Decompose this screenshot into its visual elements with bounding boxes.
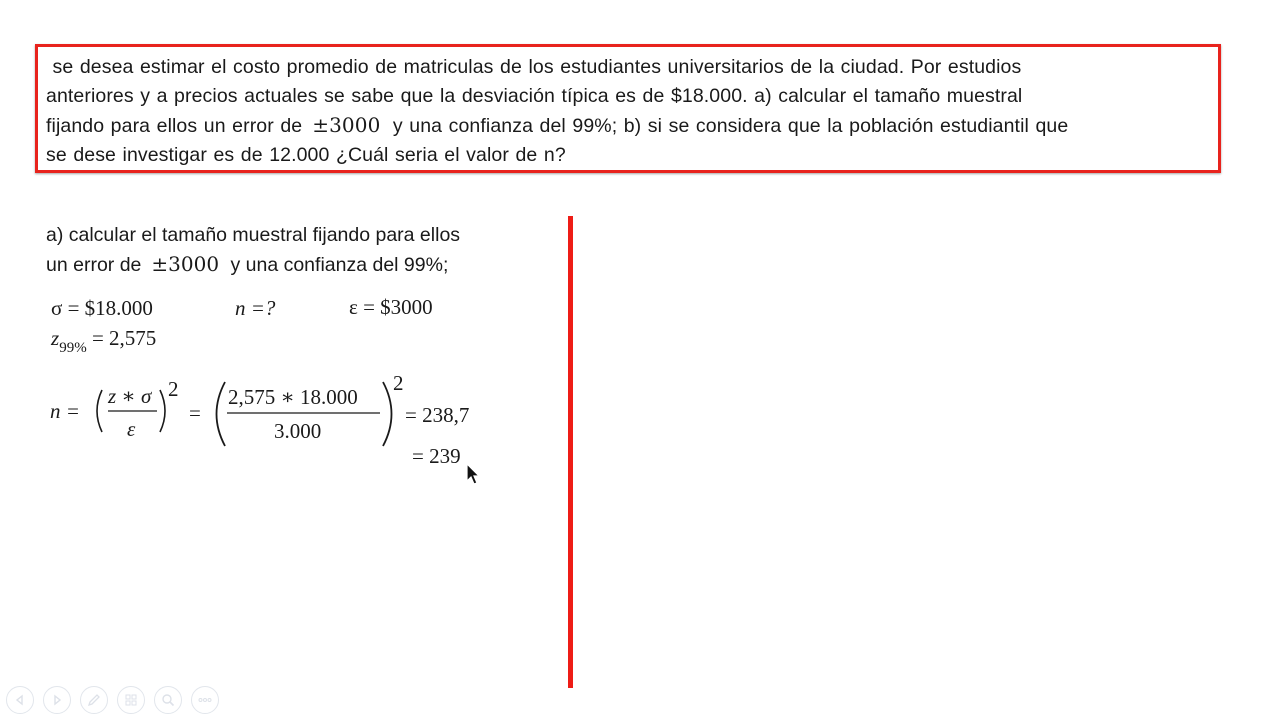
problem-line-3b-text: y una confianza del 99%; b) si se considera que la población estudiantil que <box>392 115 1069 137</box>
left-paren-2 <box>217 382 226 446</box>
z-symbol: z <box>51 326 60 350</box>
sample-size-formula <box>50 376 520 486</box>
mouse-cursor-icon <box>466 463 480 487</box>
problem-line-1-text: se desea estimar el costo promedio de matriculas de los estudiantes universitarios de la ciudad. Por estudios <box>52 56 1022 78</box>
part-a-statement <box>46 221 552 280</box>
right-paren-2 <box>383 382 392 446</box>
slides-icon[interactable] <box>117 686 145 714</box>
exponent-1: 2 <box>168 377 179 401</box>
part-a-error-value: ±3000 <box>151 252 220 276</box>
formula-numerator-2: 2,575 ∗ 18.000 <box>228 385 358 409</box>
left-paren-1 <box>97 390 102 432</box>
problem-line-3a-text: fijando para ellos un error de <box>46 115 303 137</box>
formula-denominator-1: ε <box>127 417 136 441</box>
problem-line-2-text: anteriores y a precios actuales se sabe que la desviación típica es de $18.000. a) calcular el tamaño muestral <box>46 85 1023 107</box>
z-value-given <box>51 326 156 355</box>
problem-statement-box <box>35 44 1221 173</box>
part-a-line-2a-text: un error de <box>46 254 142 276</box>
formula-numerator-1: z ∗ σ <box>108 384 152 408</box>
part-a-line-1 <box>46 221 552 250</box>
sigma-given: σ = $18.000 <box>51 296 153 320</box>
formula-lhs: n = <box>50 399 80 423</box>
result-238-7: = 238,7 <box>405 403 470 427</box>
problem-line-1 <box>46 53 1210 82</box>
right-paren-1 <box>160 390 165 432</box>
part-a-line-2b-text: y una confianza del 99%; <box>230 254 449 276</box>
error-value: ±3000 <box>312 113 381 137</box>
exponent-2: 2 <box>393 376 404 395</box>
previous-icon[interactable] <box>6 686 34 714</box>
problem-line-4 <box>46 141 1210 170</box>
problem-line-3 <box>46 111 1210 141</box>
n-unknown: n =? <box>235 296 276 320</box>
part-a-line-1-text: a) calcular el tamaño muestral fijando para ellos <box>46 224 461 246</box>
zoom-icon[interactable] <box>154 686 182 714</box>
problem-line-2 <box>46 82 1210 111</box>
part-a-line-2 <box>46 250 552 280</box>
more-icon[interactable] <box>191 686 219 714</box>
equals-sign: = <box>189 401 201 425</box>
formula-denominator-2: 3.000 <box>274 419 322 443</box>
vertical-divider <box>568 216 573 688</box>
result-239: = 239 <box>412 444 461 468</box>
z-subscript: 99% <box>59 340 87 357</box>
pen-icon[interactable] <box>80 686 108 714</box>
next-icon[interactable] <box>43 686 71 714</box>
epsilon-given: ε = $3000 <box>349 295 433 319</box>
slideshow-toolbar <box>6 686 219 716</box>
z-value: = 2,575 <box>91 326 157 350</box>
problem-line-4-text: se dese investigar es de 12.000 ¿Cuál seria el valor de n? <box>46 144 566 166</box>
problem-statement <box>46 53 1210 170</box>
